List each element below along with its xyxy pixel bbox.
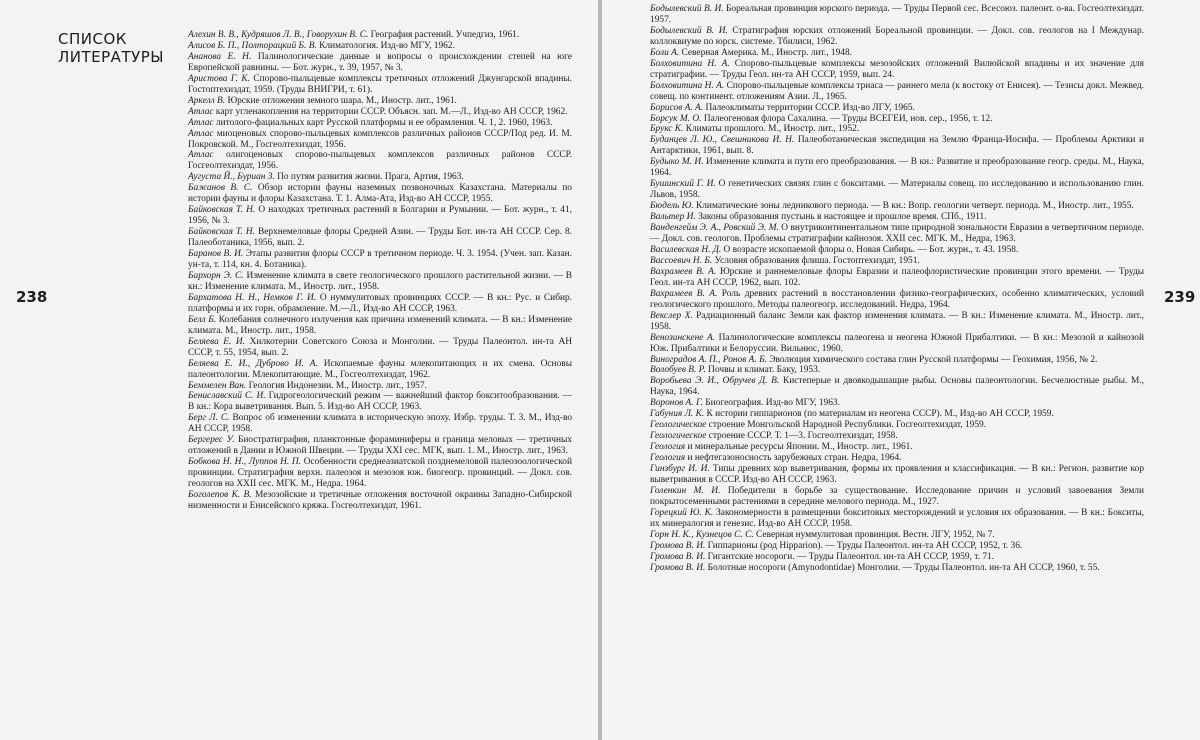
bibliography-entry bbox=[650, 157, 1144, 179]
bibliography-entry bbox=[650, 124, 1144, 135]
entry-text: Климаты прошлого. М., Иностр. лит., 1952. bbox=[685, 124, 860, 135]
entry-text: Типы древних кор выветривания, формы их проявления и классификация. — В кн.: Регион. развитие кор выветривания в СССР. Изд-во АН СССР, 1963. bbox=[650, 464, 1145, 485]
section-heading: СПИСОК ЛИТЕРАТУРЫ bbox=[58, 30, 165, 66]
entry-author: Атлас bbox=[188, 106, 214, 117]
entry-author: Бажанов В. С. bbox=[188, 183, 253, 194]
entry-text: литолого-фациальных карт Русской платформы и ее обрамления. Ч. 1, 2. 1960, 1963. bbox=[215, 117, 553, 128]
entry-author: Громова В. И. bbox=[650, 562, 706, 573]
bibliography-entry bbox=[188, 52, 572, 74]
bibliography-list-right bbox=[650, 4, 1144, 574]
entry-author: Аугуста Й., Буриан З. bbox=[188, 172, 275, 183]
entry-author: Ванденгейм Э. А., Ровский Э. М. bbox=[650, 223, 779, 234]
page-number-left: 238 bbox=[16, 288, 48, 306]
entry-text: Биостратиграфия, планктонные фораминиферы и граница меловых — третичных отложений в Дании и Южной Швеции. — Труды XXI сес. МГК, вып. 1. М., Иностр. лит., 1963. bbox=[188, 435, 572, 457]
entry-text: Верхнемеловые флоры Средней Азии. — Труды Бот. ин-та АН СССР. Сер. 8. Палеоботаника, 1956, вып. 2. bbox=[188, 227, 572, 249]
bibliography-entry bbox=[188, 150, 572, 172]
bibliography-entry bbox=[650, 453, 1144, 464]
entry-text: Геология Индонезии. М., Иностр. лит., 1957. bbox=[248, 380, 427, 391]
bibliography-entry bbox=[188, 293, 572, 315]
bibliography-entry bbox=[650, 26, 1144, 48]
entry-author: Вальтер И. bbox=[650, 212, 696, 223]
entry-author: Алехин В. В., Кудряшов Л. В., Говорухин В. С. bbox=[188, 30, 369, 40]
right-page bbox=[602, 0, 1200, 740]
entry-text: Северная Америка. М., Иностр. лит., 1948. bbox=[681, 47, 852, 58]
bibliography-entry bbox=[650, 114, 1144, 125]
entry-author: Борсук М. О. bbox=[650, 113, 702, 124]
entry-author: Вассоевич Н. Б. bbox=[650, 255, 713, 266]
bibliography-entry bbox=[650, 4, 1144, 26]
entry-text: Эволюция химического состава глин Русской платформы — Геохимия, 1956, № 2. bbox=[769, 354, 1098, 365]
bibliography-entry bbox=[188, 249, 572, 271]
bibliography-entry bbox=[188, 435, 572, 457]
entry-text: Спорово-пыльцевые комплексы мезозойских отложений Вилюйской впадины и их значение для стратиграфии. — Труды Геол. ин-та АН СССР, 1959, вып. 24. bbox=[650, 58, 1144, 80]
bibliography-entry bbox=[650, 333, 1144, 355]
entry-text: О находках третичных растений в Болгарии и Румынии. — Бот. журн., т. 41, 1956, № 3. bbox=[188, 205, 572, 227]
entry-text: Биогеография. Изд-во МГУ, 1963. bbox=[705, 398, 840, 409]
entry-text: Обзор истории фауны наземных позвоночных Казахстана. Материалы по истории фауны и флоры Казахстана. Т. 1. Алма-Ата, Изд-во АН СССР, 1955. bbox=[188, 183, 572, 205]
bibliography-entry bbox=[650, 398, 1144, 409]
entry-author: Горецкий Ю. К. bbox=[650, 507, 714, 518]
entry-text: и нефтегазоносность зарубежных стран. Недра, 1964. bbox=[687, 453, 902, 464]
bibliography-entry bbox=[650, 59, 1144, 81]
entry-author: Вахрамеев В. А. bbox=[650, 266, 717, 277]
bibliography-entry bbox=[650, 355, 1144, 366]
entry-text: Спорово-пыльцевые комплексы триаса — раннего мела (к востоку от Енисея). — Тезисы докл. Межвед. совещ. по континент. отложениям Азии. Л., 1965. bbox=[650, 80, 1145, 102]
bibliography-entry bbox=[650, 311, 1144, 333]
entry-author: Будыко М. И. bbox=[650, 157, 704, 168]
entry-text: К истории гиппарионов (по материалам из неогена СССР). М., Изд-во АН СССР, 1959. bbox=[706, 409, 1054, 420]
entry-author: Воробьева Э. И., Обручев Д. В. bbox=[650, 376, 780, 387]
entry-author: Бюдель Ю. bbox=[650, 201, 694, 212]
entry-text: Болотные носороги (Amynodontidae) Монголии. — Труды Палеонтол. ин-та АН СССР, 1960, т. 55. bbox=[707, 562, 1100, 573]
bibliography-entry bbox=[650, 508, 1144, 530]
entry-text: Гигантские носороги. — Труды Палеонтол. ин-та АН СССР, 1959, т. 71. bbox=[707, 551, 995, 562]
bibliography-entry bbox=[650, 267, 1144, 289]
bibliography-entry bbox=[188, 96, 572, 107]
left-page bbox=[0, 0, 598, 740]
page-number-right: 239 bbox=[1164, 288, 1196, 306]
entry-author: Болховитина Н. А. bbox=[650, 80, 725, 91]
entry-author: Ананова Е. Н. bbox=[188, 51, 252, 62]
bibliography-entry bbox=[650, 81, 1144, 103]
entry-text: Закономерности в размещении бокситовых месторождений и условия их образования. — В кн.: Бокситы, их минералогия и генезис. Изд-во АН СССР, 1958. bbox=[650, 507, 1144, 529]
bibliography-entry bbox=[188, 41, 572, 52]
bibliography-entry bbox=[650, 223, 1144, 245]
entry-author: Баранов В. И. bbox=[188, 249, 244, 260]
entry-author: Громова В. И. bbox=[650, 540, 706, 551]
bibliography-list-left bbox=[188, 30, 572, 512]
bibliography-entry bbox=[650, 486, 1144, 508]
entry-author: Габуния Л. К. bbox=[650, 409, 705, 420]
entry-author: Боли А. bbox=[650, 47, 680, 58]
entry-author: Бодылевский В. И. bbox=[650, 25, 728, 36]
entry-text: Палинологические комплексы палеогена и неогена Южной Прибалтики. — В кн.: Мезозой и кайнозой Юж. Прибалтики и Белоруссии. Вильнюс, 1960. bbox=[650, 332, 1145, 354]
entry-text: Юрские и раннемеловые флоры Евразии и палеофлористические провинции этого времени. — Труды Геол. ин-та АН СССР, 1962, вып. 102. bbox=[650, 266, 1145, 288]
entry-text: олигоценовых спорово-пыльцевых комплексов различных районов СССР. Госгеолтехиздат, 1956. bbox=[188, 150, 572, 172]
bibliography-entry bbox=[188, 205, 572, 227]
entry-text: Победители в борьбе за существование. Исследование причин и условий завоевания Земли покрытосеменными растениями в середине мелового периода. М., 1927. bbox=[650, 485, 1145, 507]
entry-author: Бодылевский В. И. bbox=[650, 4, 724, 14]
bibliography-entry bbox=[650, 431, 1144, 442]
entry-author: Волобуев В. Р. bbox=[650, 365, 706, 376]
entry-author: Брукс К. bbox=[650, 124, 684, 135]
entry-text: Кистеперые и двоякодышащие рыбы. Основы палеонтологии. Бесчелюстные рыбы. М., Наука, 1964. bbox=[650, 376, 1145, 398]
entry-text: География растений. Учпедгиз, 1961. bbox=[370, 30, 520, 40]
entry-author: Воронов А. Г. bbox=[650, 398, 703, 409]
entry-author: Виноградов А. П., Ронов А. Б. bbox=[650, 354, 767, 365]
entry-author: Громова В. И. bbox=[650, 551, 706, 562]
bibliography-entry bbox=[650, 541, 1144, 552]
entry-author: Байковская Т. Н. bbox=[188, 205, 256, 216]
entry-author: Геологическое bbox=[650, 420, 707, 431]
bibliography-entry bbox=[188, 490, 572, 512]
entry-author: Белл Б. bbox=[188, 314, 217, 325]
bibliography-entry bbox=[188, 118, 572, 129]
entry-text: Почвы и климат. Баку, 1953. bbox=[708, 365, 821, 376]
entry-text: Юрские отложения земного шара. М., Иностр. лит., 1961. bbox=[227, 95, 457, 106]
entry-text: строение СССР. Т. 1—3. Госгеолтехиздат, 1958. bbox=[708, 431, 898, 442]
entry-text: Гиппарионы (род Hipparion). — Труды Палеонтол. ин-та АН СССР, 1952, т. 36. bbox=[707, 540, 1023, 551]
entry-text: Климатология. Изд-во МГУ, 1962. bbox=[319, 40, 455, 51]
bibliography-entry bbox=[650, 530, 1144, 541]
entry-author: Буданцев Л. Ю., Свешникова И. Н. bbox=[650, 135, 795, 146]
entry-text: и минеральные ресурсы Японии. М., Иностр. лит., 1961. bbox=[687, 442, 913, 453]
bibliography-entry bbox=[650, 409, 1144, 420]
entry-author: Алисов Б. П., Полторацкий Б. В. bbox=[188, 40, 317, 51]
entry-author: Вахрамеев В. А. bbox=[650, 288, 718, 299]
bibliography-entry bbox=[650, 376, 1144, 398]
entry-text: Гидрогеологический режим — важнейший фактор бокситообразования. — В кн.: Кора выветривания. Вып. 5. Изд-во АН СССР, 1963. bbox=[188, 391, 572, 413]
entry-author: Беляева Е. И., Дуброво И. А. bbox=[188, 358, 318, 369]
entry-text: Ископаемые фауны млекопитающих и их смена. Основы палеонтологии. Млекопитающие. М., Госгеолтехиздат, 1962. bbox=[188, 358, 572, 380]
entry-text: Законы образования пустынь в настоящее и прошлое время. СПб., 1911. bbox=[698, 212, 987, 223]
entry-text: Спорово-пыльцевые комплексы третичных отложений Джунгарской впадины. Гостоптехиздат, 1959. (Труды ВНИГРИ, т. 61). bbox=[188, 73, 572, 95]
bibliography-entry bbox=[188, 271, 572, 293]
entry-author: Атлас bbox=[188, 128, 214, 139]
bibliography-entry bbox=[650, 420, 1144, 431]
entry-text: Палеоклиматы территории СССР. Изд-во ЛГУ, 1965. bbox=[705, 102, 915, 113]
bibliography-entry bbox=[188, 413, 572, 435]
bibliography-entry bbox=[188, 315, 572, 337]
entry-text: Радиационный баланс Земли как фактор изменения климата. — В кн.: Изменение климата. М., Иностр. лит., 1958. bbox=[650, 310, 1145, 332]
bibliography-entry bbox=[650, 464, 1144, 486]
entry-text: Палеогеновая флора Сахалина. — Труды ВСЕГЕИ, нов. сер., 1956, т. 12. bbox=[703, 113, 993, 124]
entry-author: Болховитина Н. А. bbox=[650, 58, 730, 69]
entry-author: Бениславский С. И. bbox=[188, 391, 266, 402]
bibliography-entry bbox=[650, 212, 1144, 223]
entry-text: строение Монгольской Народной Республики. Госгеолтехиздат, 1959. bbox=[708, 420, 987, 431]
entry-author: Атлас bbox=[188, 117, 214, 128]
entry-author: Венозинскене А. bbox=[650, 332, 716, 343]
entry-author: Аркелл В. bbox=[188, 95, 226, 106]
entry-author: Берг Л. С. bbox=[188, 413, 230, 424]
entry-author: Бушинский Г. И. bbox=[650, 179, 716, 190]
entry-text: Особенности среднеазиатской позднемеловой палеозоологической провинции. Стратиграфия верхн. палеозоя и мезозоя юж. биогеогр. провинций. — Докл. сов. геологов на XXII сес. МГК. М., Недра. 1964. bbox=[188, 457, 573, 490]
entry-author: Байковская Т. Н. bbox=[188, 227, 255, 238]
entry-text: Мезозойские и третичные отложения восточной окраины Западно-Сибирской низменности и Енисейского кряжа. Госгеолтехиздат, 1961. bbox=[188, 490, 573, 511]
entry-text: О внутриконтинентальном типе природной зональности Евразии в четвертичном периоде. — Докл. сов. геологов. Проблемы стратиграфии кайнозоя. XXII сес. МГК. М., Недра, 1963. bbox=[650, 223, 1145, 245]
entry-text: Палеоботаническая экспедиция на Землю Франца-Иосифа. — Проблемы Арктики и Антарктики, 1961, вып. 8. bbox=[650, 135, 1144, 157]
entry-author: Векслер Х. bbox=[650, 310, 693, 321]
entry-author: Гинзбург И. И. bbox=[650, 464, 710, 475]
entry-author: Беляева Е. И. bbox=[188, 336, 246, 347]
entry-author: Беммелен Ван. bbox=[188, 380, 247, 391]
bibliography-entry bbox=[188, 391, 572, 413]
entry-text: Хилкотерии Советского Союза и Монголии. — Труды Палеонтол. ин-та АН СССР, т. 55, 1954, вып. 2. bbox=[188, 336, 572, 358]
entry-text: О возрасте ископаемой флоры о. Новая Сибирь. — Бот. журн., т. 43. 1958. bbox=[723, 244, 1019, 255]
entry-author: Бархатова Н. Н., Немков Г. И. bbox=[188, 292, 317, 303]
bibliography-entry bbox=[188, 74, 572, 96]
bibliography-entry bbox=[188, 457, 572, 490]
bibliography-entry bbox=[188, 183, 572, 205]
bibliography-entry bbox=[188, 107, 572, 118]
entry-text: Палинологические данные и вопросы о происхождении степей на юге Европейской равнины. — Бот. журн., т. 39, 1957, № 3. bbox=[188, 51, 573, 73]
entry-text: Этапы развития флоры СССР в третичном периоде. Ч. 3. 1954. (Учен. зап. Казан. ун-та, т. 114, кн. 4. Ботаника). bbox=[188, 249, 572, 271]
entry-author: Горн Н. К., Кузнецов С. С. bbox=[650, 529, 754, 540]
bibliography-entry bbox=[188, 359, 572, 381]
entry-text: Колебания солнечного излучения как причина изменений климата. — В кн.: Изменение климата. М., Иностр. лит., 1958. bbox=[188, 314, 572, 336]
bibliography-entry bbox=[188, 381, 572, 392]
entry-text: Вопрос об изменении климата в историческую эпоху. Избр. труды. Т. 3. М., Изд-во АН СССР, 1958. bbox=[188, 413, 573, 435]
bibliography-entry bbox=[650, 289, 1144, 311]
entry-text: карт угленакопления на территории СССР. Объясн. зап. М.—Л., Изд-во АН СССР, 1962. bbox=[215, 106, 568, 117]
entry-text: О генетических связях глин с бокситами. — Материалы совещ. по исследованию и использованию глин. Львов, 1958. bbox=[650, 179, 1144, 201]
bibliography-entry bbox=[650, 201, 1144, 212]
bibliography-entry bbox=[188, 30, 572, 41]
entry-text: Климатические зоны ледникового периода. — В кн.: Вопр. геологии четверт. периода. М., Иностр. лит., 1955. bbox=[696, 201, 1134, 212]
entry-author: Борисов А. А. bbox=[650, 102, 704, 113]
entry-author: Голенкин М. И. bbox=[650, 485, 721, 496]
bibliography-entry bbox=[650, 365, 1144, 376]
entry-author: Геология bbox=[650, 442, 686, 453]
bibliography-entry bbox=[650, 48, 1144, 59]
bibliography-entry bbox=[650, 179, 1144, 201]
bibliography-entry bbox=[188, 227, 572, 249]
entry-author: Бархорн Э. С. bbox=[188, 270, 244, 281]
entry-author: Василевская Н. Д. bbox=[650, 244, 722, 255]
entry-author: Атлас bbox=[188, 150, 214, 161]
entry-author: Геология bbox=[650, 453, 686, 464]
entry-author: Бергерес У. bbox=[188, 435, 235, 446]
bibliography-entry bbox=[650, 442, 1144, 453]
entry-text: Изменение климата и пути его преобразования. — В кн.: Развитие и преобразование геогр. среды. М., Наука, 1964. bbox=[650, 157, 1145, 179]
entry-text: Изменение климата в свете геологического прошлого растительной жизни. — В кн.: Изменение климата. М., Иностр. лит., 1958. bbox=[188, 270, 573, 292]
bibliography-entry bbox=[650, 245, 1144, 256]
entry-text: Северная нуммулитовая провинция. Вестн. ЛГУ, 1952, № 7. bbox=[756, 529, 995, 540]
entry-author: Бобкова Н. Н., Луппов Н. П. bbox=[188, 457, 302, 468]
bibliography-entry bbox=[650, 135, 1144, 157]
entry-author: Боголепов К. В. bbox=[188, 490, 252, 501]
entry-author: Аристова Г. К. bbox=[188, 73, 250, 84]
bibliography-entry bbox=[650, 552, 1144, 563]
bibliography-entry bbox=[650, 256, 1144, 267]
bibliography-entry bbox=[188, 129, 572, 151]
entry-text: Условия образования флиша. Гостоптехиздат, 1951. bbox=[714, 255, 920, 266]
entry-author: Геологическое bbox=[650, 431, 707, 442]
entry-text: По путям развития жизни. Прага, Артия, 1963. bbox=[277, 172, 464, 183]
bibliography-entry bbox=[650, 563, 1144, 574]
entry-text: миоценовых спорово-пыльцевых комплексов различных районов СССР/Под ред. И. М. Покровской. М., Госгеолтехиздат, 1956. bbox=[188, 128, 573, 150]
entry-text: Бореальная провинция юрского периода. — Труды Первой сес. Всесоюз. палеонт. о-ва. Госгеолтехиздат. 1957. bbox=[650, 4, 1145, 25]
entry-text: О нуммулитовых провинциях СССР. — В кн.: Рус. и Сибир. платформы и их горн. обрамление. М.—Л., Изд-во АН СССР, 1963. bbox=[188, 292, 573, 314]
entry-text: Стратиграфия юрских отложений Бореальной провинции. — Докл. сов. геологов на I Междунар. коллоквиуме по юрск. системе. Тбилиси, 1962. bbox=[650, 25, 1144, 47]
entry-text: Роль древних растений в восстановлении физико-географических, особенно климатических, условий геологического прошлого. Методы палеогеогр. исследований. Недра, 1964. bbox=[650, 288, 1145, 310]
bibliography-entry bbox=[650, 103, 1144, 114]
bibliography-entry bbox=[188, 172, 572, 183]
bibliography-entry bbox=[188, 337, 572, 359]
